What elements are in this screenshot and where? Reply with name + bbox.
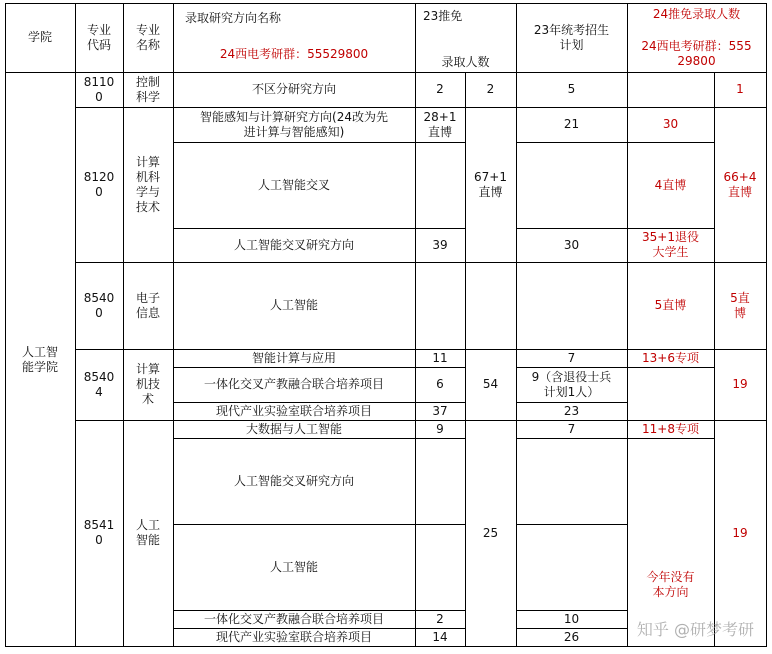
header-group-note: 24西电考研群：55529800 — [219, 46, 369, 61]
plan23-r1: 5 — [567, 82, 576, 96]
plan23-r8: 23 — [563, 403, 580, 418]
plan23-r13: 26 — [563, 629, 580, 644]
plan23-r2: 21 — [563, 117, 580, 131]
major-code-85410: 8541 0 — [83, 518, 115, 547]
rec24-r2: 30 — [662, 117, 679, 131]
plan23-r7: 9（含退役士兵 计划1人） — [531, 369, 612, 399]
header-major-name: 专业 名称 — [135, 22, 160, 52]
rec23-r12: 2 — [436, 611, 444, 626]
plan23-r6: 7 — [567, 350, 576, 365]
major-code-85400: 8540 0 — [83, 290, 115, 320]
direction-r9: 大数据与人工智能 — [245, 421, 342, 436]
college-name: 人工智 能学院 — [21, 344, 58, 374]
direction-r12: 一体化交叉产教融合联合培养项目 — [203, 611, 384, 626]
admission-table — [5, 3, 767, 647]
direction-r13: 现代产业实验室联合培养项目 — [215, 629, 372, 644]
major-name-cs: 计算 机科 学与 技术 — [135, 154, 160, 214]
plan23-r12: 10 — [563, 611, 580, 626]
major-name-control: 控制 科学 — [135, 74, 160, 104]
major-code-81100: 8110 0 — [83, 74, 115, 104]
rec23-r7: 6 — [436, 377, 444, 391]
major-name-ct: 计算 机技 术 — [135, 362, 160, 406]
rec24-total-group5: 19 — [732, 525, 748, 540]
rec23-r9: 9 — [436, 421, 444, 436]
direction-r11: 人工智能 — [269, 559, 318, 574]
total-group2: 67+1 直博 — [474, 169, 507, 199]
rec23-r8: 37 — [432, 403, 448, 418]
rec24-total-r5: 5直 博 — [730, 290, 750, 320]
rec24-r4: 35+1退役 大学生 — [642, 230, 699, 259]
rec24-r3: 4直博 — [654, 177, 687, 192]
major-code-81200: 8120 0 — [83, 169, 115, 199]
header-direction: 录取研究方向名称 — [185, 10, 282, 25]
header-plan23: 23年统考招生 计划 — [533, 22, 610, 52]
rec23-r4: 39 — [432, 237, 448, 252]
header-college: 学院 — [27, 30, 52, 44]
rec23-r1: 2 — [436, 82, 444, 96]
plan23-r9: 7 — [567, 421, 576, 436]
direction-r7: 一体化交叉产教融合联合培养项目 — [203, 377, 384, 391]
plan23-r4: 30 — [563, 237, 580, 252]
total-r1: 2 — [486, 82, 495, 96]
rec24-r5: 5直博 — [654, 298, 687, 312]
rec23-r2: 28+1 直博 — [423, 109, 457, 139]
watermark: 知乎 @研梦考研 — [636, 620, 754, 639]
major-code-85404: 8540 4 — [83, 369, 115, 399]
rec23-r13: 14 — [432, 629, 448, 644]
header-major-code: 专业 代码 — [86, 22, 111, 52]
direction-r10: 人工智能交叉研究方向 — [233, 473, 354, 488]
direction-r5: 人工智能 — [269, 298, 318, 312]
total-group4: 54 — [482, 377, 499, 391]
rec24-total-group4: 19 — [732, 377, 748, 391]
rec24-total-group2: 66+4 直博 — [723, 169, 757, 199]
direction-r3: 人工智能交叉 — [257, 177, 330, 192]
direction-r8: 现代产业实验室联合培养项目 — [215, 403, 372, 418]
rec24-r9: 11+8专项 — [642, 421, 699, 436]
rec23-r6: 11 — [432, 350, 448, 365]
direction-r1: 不区分研究方向 — [251, 82, 336, 96]
header-rec23: 23推免 — [423, 8, 463, 23]
direction-r6: 智能计算与应用 — [251, 350, 336, 365]
header-admit-count: 录取人数 — [441, 54, 490, 69]
header-group-note-2: 24西电考研群：555 29800 — [641, 39, 752, 68]
rec24-total-r1: 1 — [736, 82, 744, 96]
header-rec24: 24推免录取人数 — [652, 6, 741, 21]
rec24-r6: 13+6专项 — [642, 350, 699, 365]
total-group5: 25 — [482, 525, 499, 540]
direction-r4: 人工智能交叉研究方向 — [233, 237, 354, 252]
direction-r2: 智能感知与计算研究方向(24改为先 进计算与智能感知) — [200, 109, 388, 139]
major-name-ai: 人工 智能 — [135, 518, 160, 547]
major-name-ee: 电子 信息 — [135, 290, 160, 320]
rec24-note-group5: 今年没有 本方向 — [646, 570, 695, 599]
